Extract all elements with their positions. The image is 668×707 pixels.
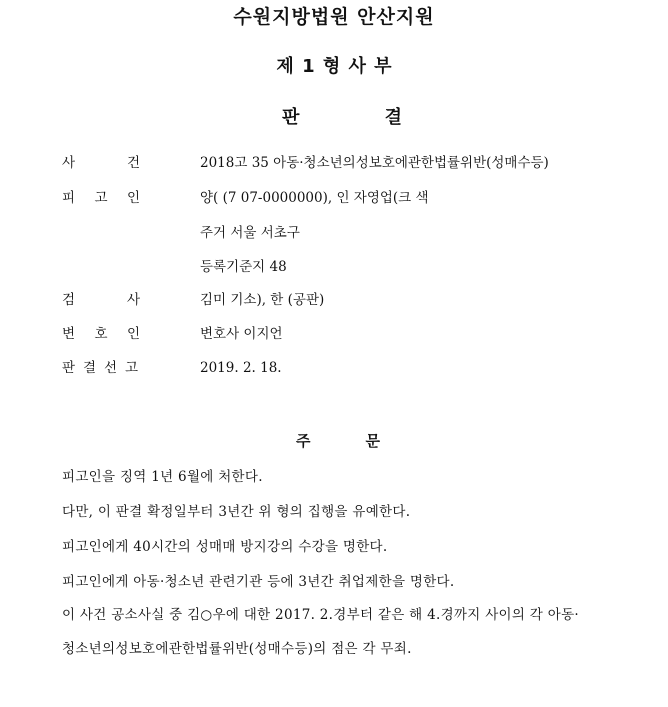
document-type-heading	[282, 103, 402, 129]
counsel-row	[0, 323, 668, 345]
document-type-char: 판	[282, 107, 300, 128]
order-line: 다만, 이 판결 확정일부터 3년간 위 형의 집행을 유예한다.	[62, 504, 411, 520]
division-title: 제 1 형 사 부	[276, 56, 392, 77]
prosecutor-label: 검 사	[62, 292, 140, 308]
registration-row	[0, 256, 668, 278]
prosecutor-value: 김미 기소), 한 (공판)	[200, 292, 325, 308]
order-line: 피고인을 징역 1년 6월에 처한다.	[62, 469, 263, 485]
case-label: 사 건	[62, 155, 140, 171]
judgment-date-label: 판 결 선 고	[62, 360, 138, 376]
case-value: 2018고 35 아동·청소년의성보호에관한법률위반(성매수등)	[200, 155, 549, 171]
address-value: 주거 서울 서초구	[200, 225, 300, 241]
counsel-value: 변호사 이지언	[200, 326, 283, 342]
counsel-label: 변 호 인	[62, 326, 140, 342]
order-line: 피고인에게 40시간의 성매매 방지강의 수강을 명한다.	[62, 539, 388, 555]
order-heading: 주 문	[296, 432, 380, 450]
defendant-label: 피 고 인	[62, 190, 140, 206]
court-name: 수원지방법원 안산지원	[233, 6, 435, 28]
judgment-date-value: 2019. 2. 18.	[200, 360, 282, 376]
document-type-char: 결	[384, 107, 402, 128]
order-line: 이 사건 공소사실 중 김○우에 대한 2017. 2.경부터 같은 해 4.경까지 사이의 각 아동·	[62, 607, 580, 623]
prosecutor-row	[0, 289, 668, 311]
address-row	[0, 222, 668, 244]
order-line: 피고인에게 아동·청소년 관련기관 등에 3년간 취업제한을 명한다.	[62, 574, 455, 590]
defendant-row	[0, 187, 668, 209]
defendant-value: 양( (7 07-0000000), 인 자영업(크 색	[200, 190, 429, 206]
order-line: 청소년의성보호에관한법률위반(성매수등)의 점은 각 무죄.	[62, 641, 412, 657]
case-row	[0, 152, 668, 174]
registration-value: 등록기준지 48	[200, 259, 287, 275]
judgment-date-row	[0, 357, 668, 379]
